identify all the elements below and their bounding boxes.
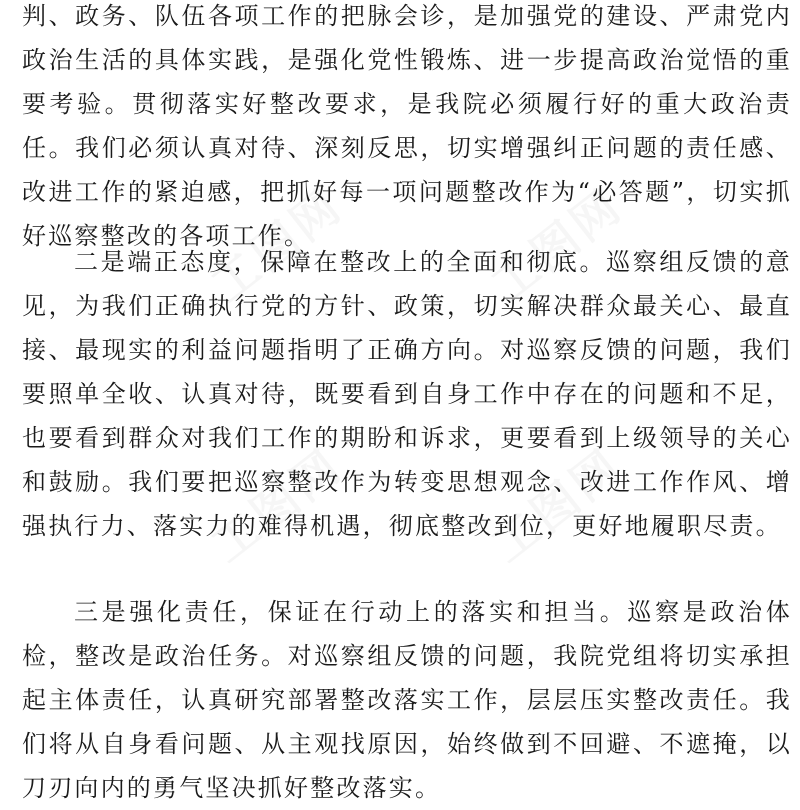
paragraph-1: 判、政务、队伍各项工作的把脉会诊，是加强党的建设、严肃党内政治生活的具体实践，是强化党性锻炼、进一步提高政治觉悟的重要考验。贯彻落实好整改要求，是我院必须履行好的重大政治责任。我们必须认真对待、深刻反思，切实增强纠正问题的责任感、改进工作的紧迫感，把抓好每一项问题整改作为“必答题”，切实抓好巡察整改的各项工作。 xyxy=(22,2,792,250)
paragraph-3: 三是强化责任，保证在行动上的落实和担当。巡察是政治体检，整改是政治任务。对巡察组反馈的问题，我院党组将切实承担起主体责任，认真研究部署整改落实工作，层层压实整改责任。我们将从自身看问题、从主观找原因，始终做到不回避、不遮掩，以刀刃向内的勇气坚决抓好整改落实。 xyxy=(22,598,792,802)
paragraph-2: 二是端正态度，保障在整改上的全面和彻底。巡察组反馈的意见，为我们正确执行党的方针、政策，切实解决群众最关心、最直接、最现实的利益问题指明了正确方向。对巡察反馈的问题，我们要照单全收、认真对待，既要看到自身工作中存在的问题和不足，也要看到群众对我们工作的期盼和诉求，更要看到上级领导的关心和鼓励。我们要把巡察整改作为转变思想观念、改进工作作风、增强执行力、落实力的难得机遇，彻底整改到位，更好地履职尽责。 xyxy=(22,248,792,540)
